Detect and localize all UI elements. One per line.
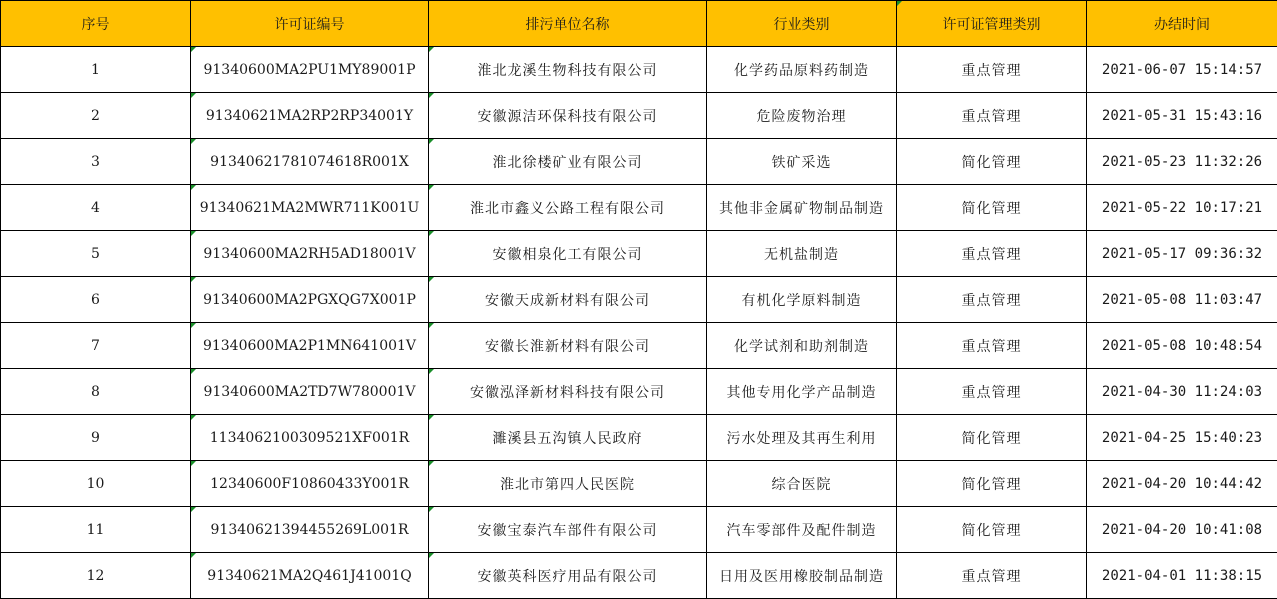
cell-license-no[interactable]: 91340600MA2PU1MY89001P — [191, 47, 429, 93]
table-row — [1, 185, 1277, 231]
cell-industry[interactable]: 综合医院 — [707, 461, 897, 507]
table-row — [1, 277, 1277, 323]
cell-industry[interactable]: 有机化学原料制造 — [707, 277, 897, 323]
header-unit-name[interactable]: 排污单位名称 — [429, 1, 707, 47]
cell-index[interactable]: 9 — [1, 415, 191, 461]
header-process-time[interactable]: 办结时间 — [1087, 1, 1277, 47]
cell-management-category[interactable]: 简化管理 — [897, 461, 1087, 507]
cell-license-no[interactable]: 91340621781074618R001X — [191, 139, 429, 185]
cell-process-time[interactable]: 2021-05-08 10:48:54 — [1087, 323, 1277, 369]
cell-industry[interactable]: 其他非金属矿物制品制造 — [707, 185, 897, 231]
cell-index[interactable]: 12 — [1, 553, 191, 599]
cell-index[interactable]: 5 — [1, 231, 191, 277]
cell-index[interactable]: 8 — [1, 369, 191, 415]
cell-license-no[interactable]: 91340621394455269L001R — [191, 507, 429, 553]
table-row — [1, 507, 1277, 553]
cell-industry[interactable]: 化学试剂和助剂制造 — [707, 323, 897, 369]
cell-index[interactable]: 11 — [1, 507, 191, 553]
cell-process-time[interactable]: 2021-05-31 15:43:16 — [1087, 93, 1277, 139]
cell-management-category[interactable]: 重点管理 — [897, 93, 1087, 139]
cell-license-no[interactable]: 91340621MA2Q461J41001Q — [191, 553, 429, 599]
cell-management-category[interactable]: 重点管理 — [897, 323, 1087, 369]
table-row — [1, 231, 1277, 277]
table-row — [1, 553, 1277, 599]
cell-process-time[interactable]: 2021-04-20 10:41:08 — [1087, 507, 1277, 553]
cell-index[interactable]: 3 — [1, 139, 191, 185]
header-index[interactable]: 序号 — [1, 1, 191, 47]
cell-industry[interactable]: 危险废物治理 — [707, 93, 897, 139]
cell-industry[interactable]: 化学药品原料药制造 — [707, 47, 897, 93]
cell-index[interactable]: 2 — [1, 93, 191, 139]
table-row — [1, 139, 1277, 185]
cell-unit-name[interactable]: 安徽泓泽新材料科技有限公司 — [429, 369, 707, 415]
cell-license-no[interactable]: 91340621MA2MWR711K001U — [191, 185, 429, 231]
cell-management-category[interactable]: 简化管理 — [897, 185, 1087, 231]
cell-unit-name[interactable]: 淮北龙溪生物科技有限公司 — [429, 47, 707, 93]
cell-industry[interactable]: 铁矿采选 — [707, 139, 897, 185]
cell-index[interactable]: 7 — [1, 323, 191, 369]
cell-process-time[interactable]: 2021-05-08 11:03:47 — [1087, 277, 1277, 323]
cell-management-category[interactable]: 简化管理 — [897, 415, 1087, 461]
cell-index[interactable]: 1 — [1, 47, 191, 93]
cell-management-category[interactable]: 简化管理 — [897, 507, 1087, 553]
cell-process-time[interactable]: 2021-05-23 11:32:26 — [1087, 139, 1277, 185]
cell-process-time[interactable]: 2021-06-07 15:14:57 — [1087, 47, 1277, 93]
header-management-category[interactable]: 许可证管理类别 — [897, 1, 1087, 47]
table-row — [1, 93, 1277, 139]
table-row — [1, 323, 1277, 369]
header-industry[interactable]: 行业类别 — [707, 1, 897, 47]
cell-process-time[interactable]: 2021-04-30 11:24:03 — [1087, 369, 1277, 415]
cell-industry[interactable]: 日用及医用橡胶制品制造 — [707, 553, 897, 599]
cell-unit-name[interactable]: 淮北市鑫义公路工程有限公司 — [429, 185, 707, 231]
cell-unit-name[interactable]: 濉溪县五沟镇人民政府 — [429, 415, 707, 461]
table-row — [1, 47, 1277, 93]
cell-process-time[interactable]: 2021-05-17 09:36:32 — [1087, 231, 1277, 277]
cell-unit-name[interactable]: 安徽英科医疗用品有限公司 — [429, 553, 707, 599]
cell-process-time[interactable]: 2021-05-22 10:17:21 — [1087, 185, 1277, 231]
cell-unit-name[interactable]: 淮北徐楼矿业有限公司 — [429, 139, 707, 185]
cell-management-category[interactable]: 简化管理 — [897, 139, 1087, 185]
table-row — [1, 415, 1277, 461]
cell-index[interactable]: 4 — [1, 185, 191, 231]
cell-license-no[interactable]: 12340600F10860433Y001R — [191, 461, 429, 507]
cell-unit-name[interactable]: 安徽源洁环保科技有限公司 — [429, 93, 707, 139]
cell-license-no[interactable]: 91340600MA2RH5AD18001V — [191, 231, 429, 277]
header-row — [1, 1, 1277, 47]
header-license-no[interactable]: 许可证编号 — [191, 1, 429, 47]
cell-management-category[interactable]: 重点管理 — [897, 553, 1087, 599]
cell-license-no[interactable]: 1134062100309521XF001R — [191, 415, 429, 461]
cell-license-no[interactable]: 91340600MA2P1MN641001V — [191, 323, 429, 369]
cell-index[interactable]: 6 — [1, 277, 191, 323]
cell-management-category[interactable]: 重点管理 — [897, 47, 1087, 93]
cell-unit-name[interactable]: 安徽宝泰汽车部件有限公司 — [429, 507, 707, 553]
cell-unit-name[interactable]: 淮北市第四人民医院 — [429, 461, 707, 507]
cell-management-category[interactable]: 重点管理 — [897, 231, 1087, 277]
cell-industry[interactable]: 污水处理及其再生利用 — [707, 415, 897, 461]
cell-license-no[interactable]: 91340600MA2TD7W780001V — [191, 369, 429, 415]
table-row — [1, 369, 1277, 415]
cell-industry[interactable]: 其他专用化学产品制造 — [707, 369, 897, 415]
cell-management-category[interactable]: 重点管理 — [897, 277, 1087, 323]
cell-process-time[interactable]: 2021-04-25 15:40:23 — [1087, 415, 1277, 461]
table-body — [1, 47, 1277, 599]
table-header — [1, 1, 1277, 47]
cell-industry[interactable]: 汽车零部件及配件制造 — [707, 507, 897, 553]
cell-management-category[interactable]: 重点管理 — [897, 369, 1087, 415]
cell-industry[interactable]: 无机盐制造 — [707, 231, 897, 277]
cell-license-no[interactable]: 91340621MA2RP2RP34001Y — [191, 93, 429, 139]
cell-unit-name[interactable]: 安徽相泉化工有限公司 — [429, 231, 707, 277]
cell-process-time[interactable]: 2021-04-20 10:44:42 — [1087, 461, 1277, 507]
cell-unit-name[interactable]: 安徽长淮新材料有限公司 — [429, 323, 707, 369]
cell-unit-name[interactable]: 安徽天成新材料有限公司 — [429, 277, 707, 323]
table-row — [1, 461, 1277, 507]
cell-process-time[interactable]: 2021-04-01 11:38:15 — [1087, 553, 1277, 599]
cell-license-no[interactable]: 91340600MA2PGXQG7X001P — [191, 277, 429, 323]
cell-index[interactable]: 10 — [1, 461, 191, 507]
